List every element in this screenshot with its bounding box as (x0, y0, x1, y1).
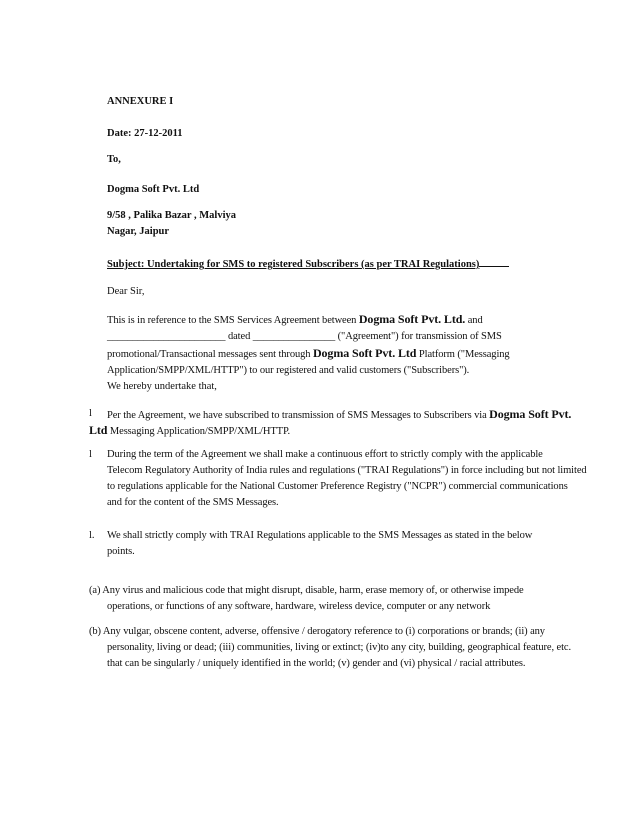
clause-a (89, 583, 598, 615)
annexure-title: ANNEXURE I (107, 96, 174, 107)
point-1-line-2: Ltd Messaging Application/SMPP/XML/HTTP. (89, 423, 291, 437)
subject-underline (479, 265, 509, 267)
point-2-line-1: During the term of the Agreement we shall make a continuous effort to strictly comply with the applicable (107, 449, 543, 460)
recipient-address (107, 208, 578, 240)
intro-line-2: _______________________ dated ________________ ("Agreement") for transmission of SMS (107, 331, 502, 342)
point-2-marker: l (89, 449, 92, 460)
subject-line (107, 257, 578, 273)
point-3-marker: l. (89, 530, 95, 541)
point-1-marker: l (89, 408, 92, 419)
point-2-line-2: Telecom Regulatory Authority of India rules and regulations ("TRAI Regulations") in force including but not limited (107, 465, 587, 476)
clause-b (89, 624, 603, 672)
clause-b-line-2: personality, living or dead; (iii) communities, living or extinct; (iv)to any city, building, geographical feature, etc. (107, 642, 571, 653)
intro-line-4: Application/SMPP/XML/HTTP") to our registered and valid customers ("Subscribers"). (107, 365, 470, 376)
intro-line-1: This is in reference to the SMS Services Agreement between Dogma Soft Pvt. Ltd. and (107, 312, 483, 326)
point-3-line-2: points. (107, 546, 135, 557)
letter-date: Date: 27-12-2011 (107, 128, 183, 139)
company-name-bold: Dogma Soft Pvt. Ltd. (358, 312, 466, 326)
company-name-bold: Dogma Soft Pvt. (489, 407, 572, 421)
point-3-text (107, 528, 578, 560)
company-name-bold: Dogma Soft Pvt. Ltd (312, 346, 417, 360)
recipient-company: Dogma Soft Pvt. Ltd (107, 184, 200, 195)
point-1-line-1: Per the Agreement, we have subscribed to transmission of SMS Messages to Subscribers via Dogma Soft Pvt. (107, 407, 572, 421)
address-line-1: 9/58 , Palika Bazar , Malviya (107, 210, 237, 221)
point-2-text (107, 447, 593, 511)
point-2-line-4: and for the content of the SMS Messages. (107, 497, 279, 508)
company-name-bold: Ltd (89, 423, 108, 437)
subject-text: Subject: Undertaking for SMS to registered Subscribers (as per TRAI Regulations) (107, 259, 480, 270)
point-2-line-3: to regulations applicable for the National Customer Preference Registry ("NCPR") commercial communications (107, 481, 568, 492)
intro-paragraph (107, 311, 578, 379)
undertake-line: We hereby undertake that, (107, 381, 217, 392)
clause-a-line-2: operations, or functions of any software, hardware, wireless device, computer or any network (107, 601, 491, 612)
clause-b-line-1: (b) Any vulgar, obscene content, adverse, offensive / derogatory reference to (i) corporations or brands; (ii) any (89, 626, 545, 637)
point-3-line-1: We shall strictly comply with TRAI Regulations applicable to the SMS Messages as stated in the below (107, 530, 533, 541)
clause-a-line-1: (a) Any virus and malicious code that might disrupt, disable, harm, erase memory of, or otherwise impede (89, 585, 524, 596)
salutation: Dear Sir, (107, 286, 145, 297)
clause-b-line-3: that can be singularly / uniquely identified in the world; (v) gender and (vi) physical / racial attributes. (107, 658, 526, 669)
to-line: To, (107, 154, 121, 165)
address-line-2: Nagar, Jaipur (107, 226, 170, 237)
intro-line-3: promotional/Transactional messages sent through Dogma Soft Pvt. Ltd Platform ("Messaging (107, 346, 510, 360)
